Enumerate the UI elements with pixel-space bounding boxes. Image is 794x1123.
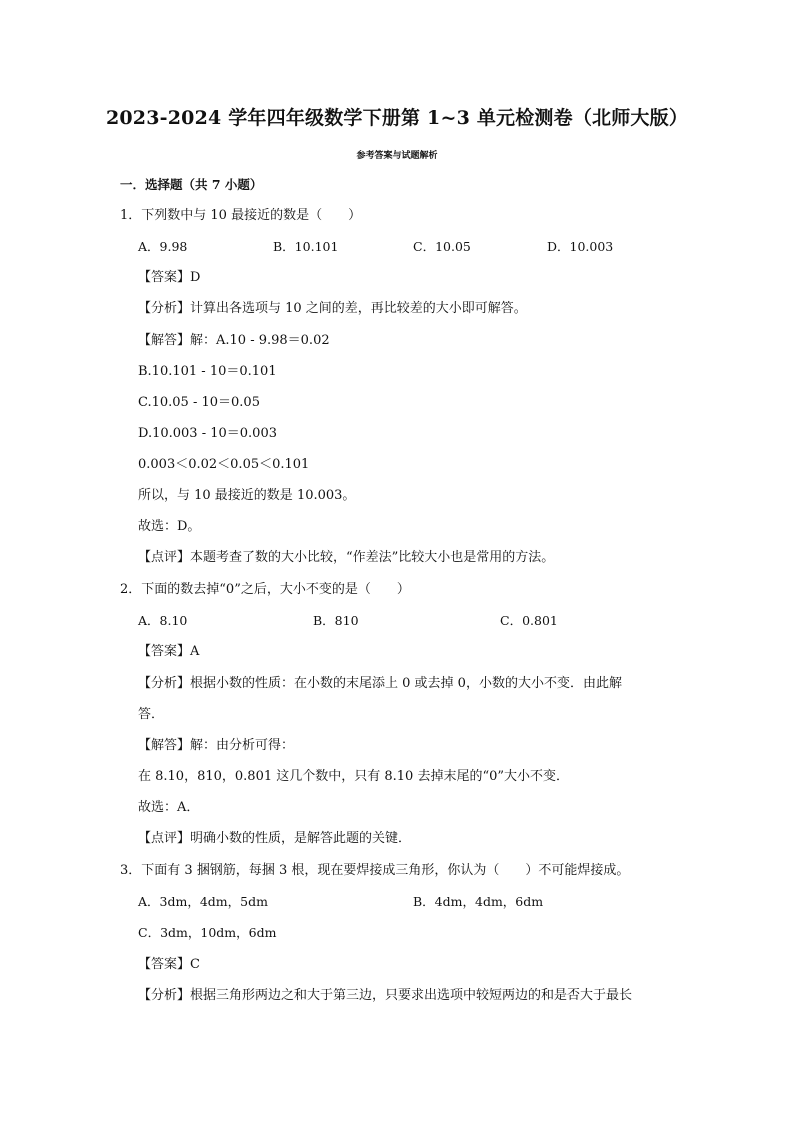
q1-solution-line: 所以，与 10 最接近的数是 10.003。 [138, 488, 356, 503]
q1-solution-line: C.10.05 - 10＝0.05 [138, 395, 260, 410]
q1-solution-line: 【解答】解：A.10 - 9.98＝0.02 [138, 333, 330, 348]
q2-option-c: C．0.801 [500, 613, 558, 628]
q1-option-d: D．10.003 [547, 239, 614, 254]
q1-answer: 【答案】D [138, 270, 201, 285]
q3-option-c: C．3dm，10dm，6dm [138, 925, 277, 940]
question-3-stem: 3．下面有 3 捆钢筋，每捆 3 根，现在要焊接成三角形，你认为（ ）不可能焊接成。 [120, 863, 630, 878]
q2-analysis-cont: 答． [138, 707, 165, 722]
q3-option-b: B．4dm，4dm，6dm [413, 894, 544, 909]
q2-answer: 【答案】A [138, 644, 200, 659]
q1-comment: 【点评】本题考查了数的大小比较，“作差法”比较大小也是常用的方法。 [138, 550, 555, 565]
question-2-stem: 2．下面的数去掉“0”之后，大小不变的是（ ） [120, 582, 410, 597]
q1-choice: 故选：D。 [138, 519, 201, 534]
q1-solution-line: 0.003＜0.02＜0.05＜0.101 [138, 457, 310, 472]
q1-option-a: A．9.98 [138, 239, 188, 254]
q2-analysis: 【分析】根据小数的性质：在小数的末尾添上 0 或去掉 0，小数的大小不变．由此解 [138, 676, 622, 691]
section-heading: 一．选择题（共 7 小题） [120, 177, 263, 192]
q3-answer: 【答案】C [138, 957, 200, 972]
q1-analysis: 【分析】计算出各选项与 10 之间的差，再比较差的大小即可解答。 [138, 301, 527, 316]
q2-comment: 【点评】明确小数的性质，是解答此题的关键． [138, 831, 412, 846]
q2-option-a: A．8.10 [138, 613, 188, 628]
page-title: 2023-2024 学年四年级数学下册第 1~3 单元检测卷（北师大版） [105, 107, 689, 129]
q1-solution-line: B.10.101 - 10＝0.101 [138, 364, 277, 379]
question-1-stem: 1．下列数中与 10 最接近的数是（ ） [120, 208, 362, 223]
q3-option-a: A．3dm，4dm，5dm [138, 894, 268, 909]
q2-solution-line: 在 8.10，810，0.801 这几个数中，只有 8.10 去掉末尾的“0”大小不变． [138, 769, 570, 784]
q2-solution-line: 【解答】解：由分析可得： [138, 738, 295, 753]
q1-option-b: B．10.101 [273, 239, 339, 254]
q3-analysis: 【分析】根据三角形两边之和大于第三边，只要求出选项中较短两边的和是否大于最长 [138, 988, 633, 1003]
q2-choice: 故选：A． [138, 800, 200, 815]
q1-solution-line: D.10.003 - 10＝0.003 [138, 426, 277, 441]
page-subtitle: 参考答案与试题解析 [356, 151, 438, 161]
q2-option-b: B．810 [313, 613, 359, 628]
q1-option-c: C．10.05 [413, 239, 471, 254]
